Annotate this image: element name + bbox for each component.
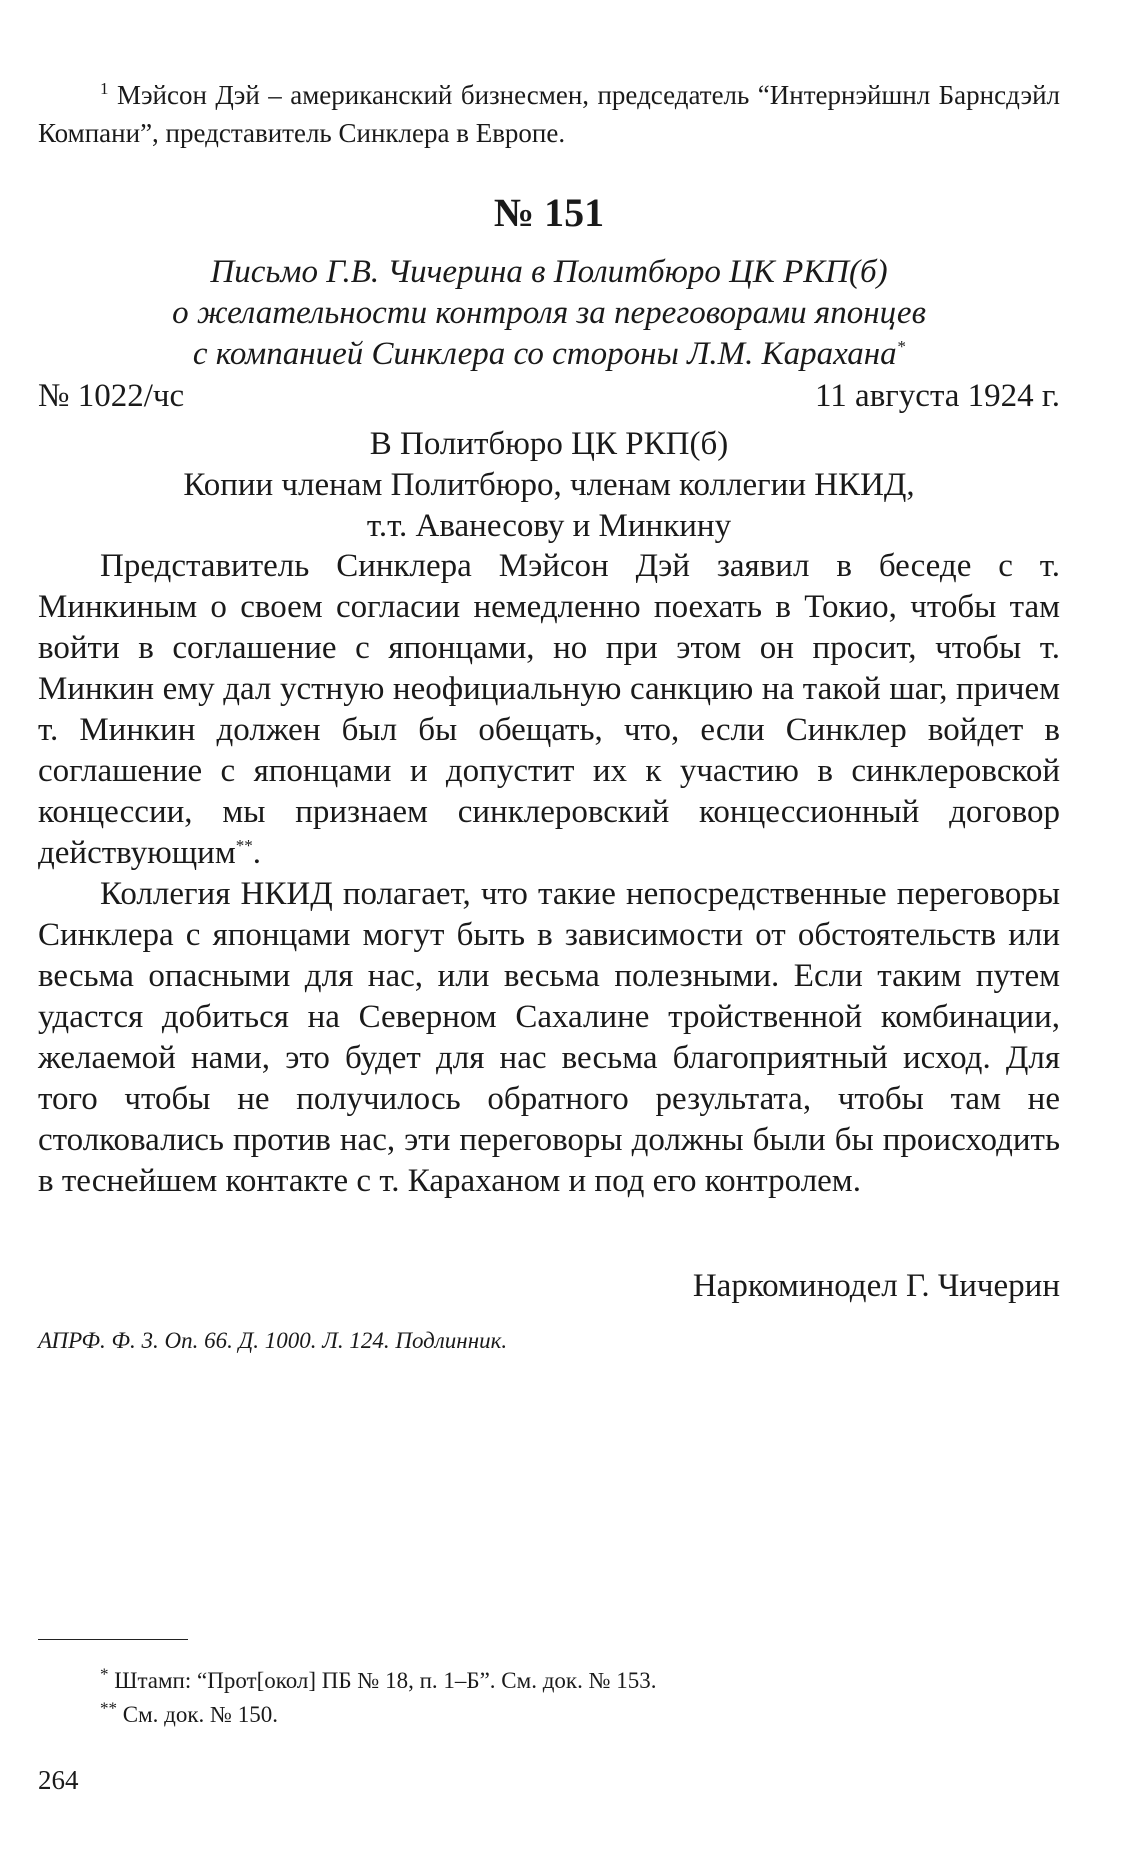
title-line: Письмо Г.В. Чичерина в Политбюро ЦК РКП(б) [210, 254, 888, 290]
title-line: о желательности контроля за переговорами японцев [172, 295, 926, 331]
title-line: с компанией Синклера со стороны Л.М. Карахана* [192, 336, 906, 372]
registration-number: № 1022/чс [38, 378, 185, 414]
footnote: ** См. док. № 150. [100, 1698, 278, 1727]
page-number: 264 [38, 1765, 79, 1795]
letter-body [38, 546, 1060, 1202]
footnote-text: Мэйсон Дэй – американский бизнесмен, председатель “Интернэйшнл Барнсдэйл Компани”, представитель Синклера в Европе. [38, 80, 1060, 148]
archive-reference: АПРФ. Ф. 3. Оп. 66. Д. 1000. Л. 124. Подлинник. [38, 1328, 508, 1353]
footnotes [38, 1664, 1060, 1732]
document-title [38, 252, 1060, 375]
footnote-divider [38, 1639, 188, 1640]
signature: Наркоминодел Г. Чичерин [692, 1268, 1060, 1304]
copies-line: Копии членам Политбюро, членам коллегии НКИД, [183, 467, 915, 503]
footnote-marker: 1 [100, 79, 109, 98]
paragraph: Коллегия НКИД полагает, что такие непосредственные переговоры Синклера с японцами могут быть в зависимости от обстоятельств или весьма опасными для нас, или весьма полезными. Если таким путем удастся добиться на Северном Сахалине тройственной комбинации, желаемой нами, это будет для нас весьма благоприятный исход. Для того чтобы не получилось обратного результата, чтобы там не столковались против нас, эти переговоры должны были бы происходить в теснейшем контакте с т. Караханом и под его контролем. [38, 876, 1060, 1199]
title-footnote-marker: * [896, 337, 906, 356]
document-date: 11 августа 1924 г. [815, 378, 1060, 414]
addressee: В Политбюро ЦК РКП(б) [369, 426, 729, 462]
paragraph: Представитель Синклера Мэйсон Дэй заявил в беседе с т. Минкиным о своем согласии немедленно поехать в Токио, чтобы там войти в соглашение с японцами, но при этом он просит, чтобы т. Минкин ему дал устную неофициальную санкцию на такой шаг, причем т. Минкин должен был бы обещать, что, если Синклер войдет в соглашение с японцами и допустит их к участию в синклеровской концессии, мы признаем синклеровский концессионный договор действующим**. [38, 548, 1060, 871]
paragraph-footnote-marker: ** [235, 836, 253, 855]
copies-line: т.т. Аванесову и Минкину [366, 508, 732, 544]
footnote: * Штамп: “Прот[окол] ПБ № 18, п. 1–Б”. См. док. № 153. [100, 1664, 657, 1693]
document-number: № 151 [493, 190, 605, 235]
addressee-block [38, 424, 1060, 547]
footnote-top [38, 76, 1060, 152]
